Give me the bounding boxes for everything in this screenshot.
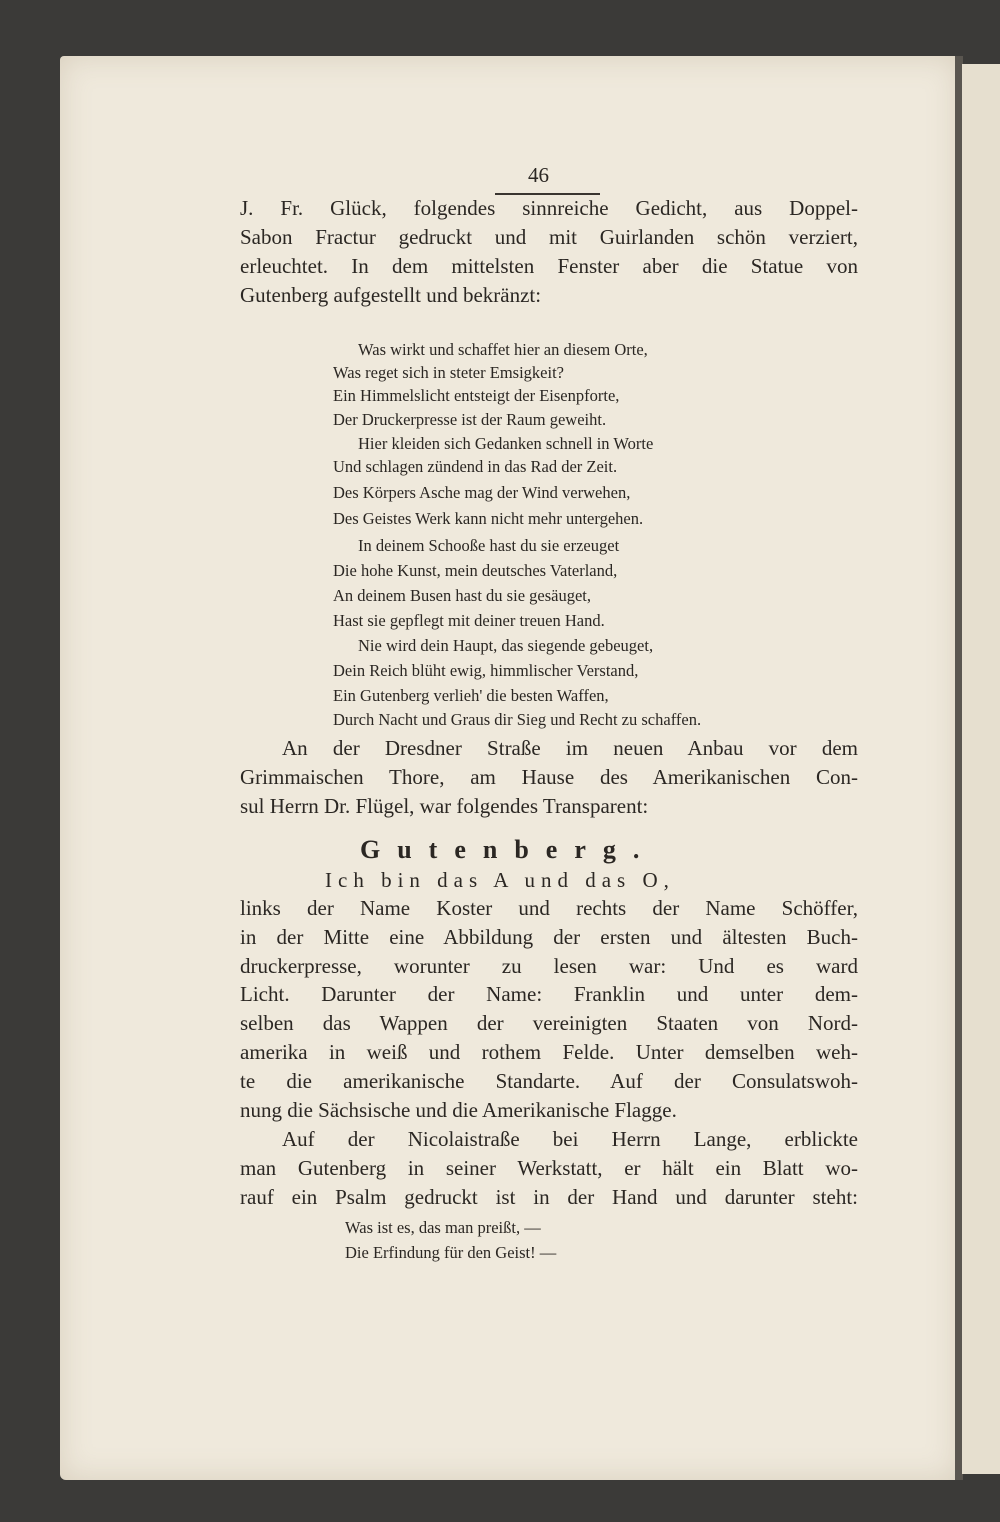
text-line: Grimmaischen Thore, am Hause des Amerikanischen Con- <box>240 765 858 789</box>
text-line: Auf der Nicolaistraße bei Herrn Lange, erblickte <box>282 1127 858 1151</box>
poem-line: Ein Himmelslicht entsteigt der Eisenpforte, <box>333 386 620 405</box>
text-line: Gutenberg aufgestellt und bekränzt: <box>240 283 542 307</box>
text-line: man Gutenberg in seiner Werkstatt, er hält ein Blatt wo- <box>240 1156 858 1180</box>
poem-line: Die Erfindung für den Geist! — <box>345 1243 557 1262</box>
poem-line: Nie wird dein Haupt, das siegende gebeuget, <box>358 636 654 655</box>
next-page-edge <box>962 64 1000 1474</box>
poem-line: Des Geistes Werk kann nicht mehr untergehen. <box>333 509 644 528</box>
transparent-title: Gutenberg. <box>360 835 657 864</box>
text-line: J. Fr. Glück, folgendes sinnreiche Gedicht, aus Doppel- <box>240 196 858 220</box>
poem-line: In deinem Schooße hast du sie erzeuget <box>358 536 620 555</box>
text-line: selben das Wappen der vereinigten Staaten von Nord- <box>240 1011 858 1035</box>
poem-line: Durch Nacht und Graus dir Sieg und Recht zu schaffen. <box>333 710 702 729</box>
text-line: druckerpresse, worunter zu lesen war: Und es ward <box>240 954 858 978</box>
poem-line: Hast sie gepflegt mit deiner treuen Hand. <box>333 611 605 630</box>
text-line: amerika in weiß und rothem Felde. Unter demselben weh- <box>240 1040 858 1064</box>
poem-line: Ein Gutenberg verlieh' die besten Waffen, <box>333 686 609 705</box>
poem-line: Dein Reich blüht ewig, himmlischer Verstand, <box>333 661 639 680</box>
page-number: 46 <box>528 163 549 187</box>
poem-line: Des Körpers Asche mag der Wind verwehen, <box>333 483 631 502</box>
transparent-motto: Ich bin das A und das O, <box>325 868 675 892</box>
text-line: Licht. Darunter der Name: Franklin und unter dem- <box>240 982 858 1006</box>
text-line: te die amerikanische Standarte. Auf der Consulatswoh- <box>240 1069 858 1093</box>
text-line: sul Herrn Dr. Flügel, war folgendes Transparent: <box>240 794 649 818</box>
poem-line: An deinem Busen hast du sie gesäuget, <box>333 586 591 605</box>
text-line: links der Name Koster und rechts der Name Schöffer, <box>240 896 858 920</box>
poem-line: Der Druckerpresse ist der Raum geweiht. <box>333 410 607 429</box>
text-line: erleuchtet. In dem mittelsten Fenster aber die Statue von <box>240 254 858 278</box>
poem-line: Die hohe Kunst, mein deutsches Vaterland, <box>333 561 618 580</box>
poem-line: Was ist es, das man preißt, — <box>345 1218 541 1237</box>
poem-line: Was reget sich in steter Emsigkeit? <box>333 363 564 382</box>
text-line: rauf ein Psalm gedruckt ist in der Hand und darunter steht: <box>240 1185 858 1209</box>
text-line: Sabon Fractur gedruckt und mit Guirlanden schön verziert, <box>240 225 858 249</box>
text-line: nung die Sächsische und die Amerikanische Flagge. <box>240 1098 677 1122</box>
header-rule <box>495 193 600 195</box>
poem-line: Und schlagen zündend in das Rad der Zeit. <box>333 457 618 476</box>
poem-line: Was wirkt und schaffet hier an diesem Orte, <box>358 340 648 359</box>
text-line: in der Mitte eine Abbildung der ersten und ältesten Buch- <box>240 925 858 949</box>
poem-line: Hier kleiden sich Gedanken schnell in Worte <box>358 434 654 453</box>
text-line: An der Dresdner Straße im neuen Anbau vor dem <box>282 736 858 760</box>
